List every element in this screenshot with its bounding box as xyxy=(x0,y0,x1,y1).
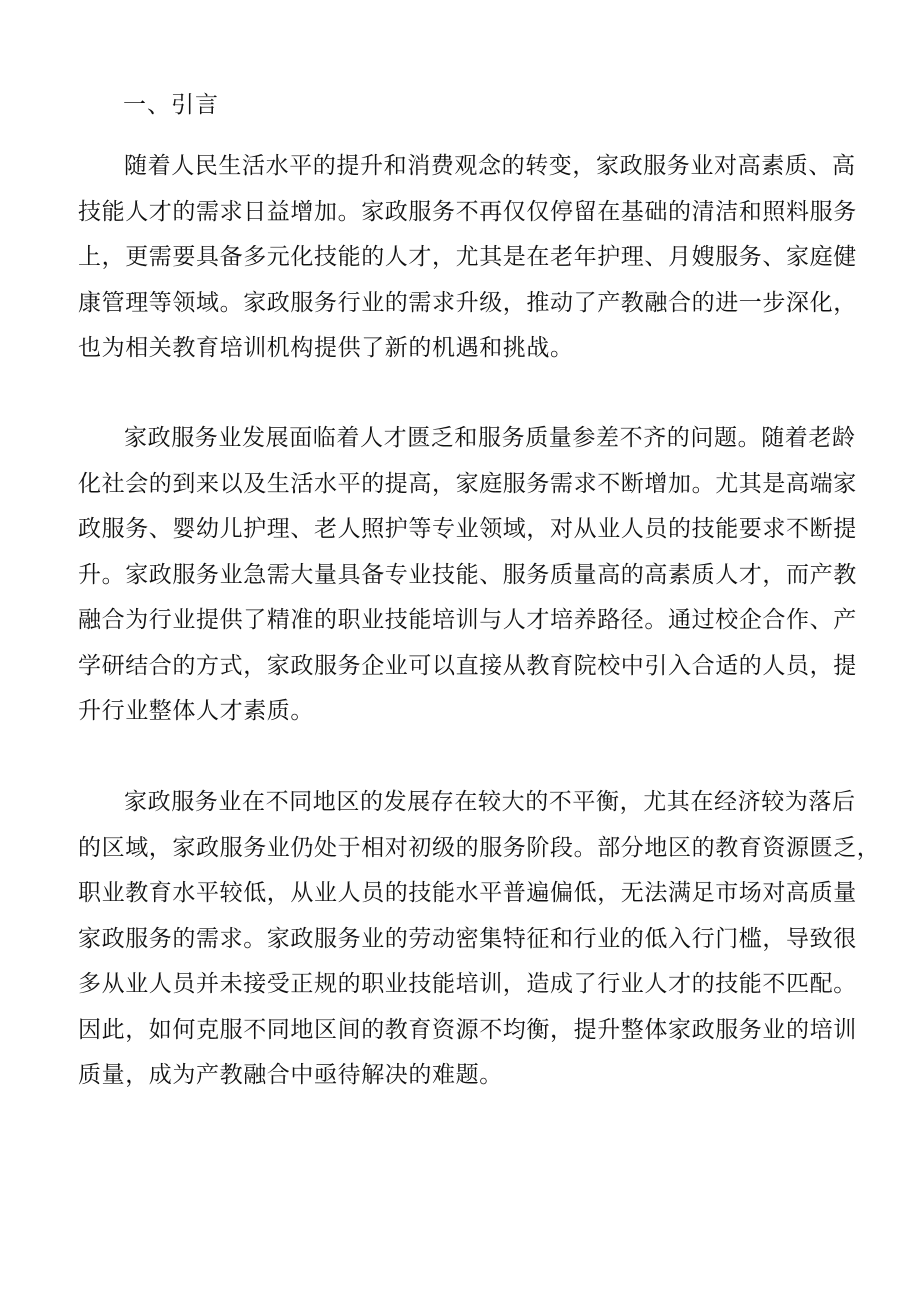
paragraph-line: 家政服务业发展面临着人才匮乏和服务质量参差不齐的问题。随着老龄 xyxy=(124,425,856,451)
paragraph-line: 技能人才的需求日益增加。家政服务不再仅仅停留在基础的清洁和照料服务 xyxy=(78,198,857,225)
paragraph-line: 家政服务的需求。家政服务业的劳动密集特征和行业的低入行门槛，导致很 xyxy=(78,925,857,952)
paragraph-line: 质量，成为产教融合中亟待解决的难题。 xyxy=(78,1062,503,1088)
paragraph-line: 政服务、婴幼儿护理、老人照护等专业领域，对从业人员的技能要求不断提 xyxy=(78,516,857,542)
paragraph-line: 随着人民生活水平的提升和消费观念的转变，家政服务业对高素质、高 xyxy=(124,153,856,179)
paragraph-line: 上，更需要具备多元化技能的人才，尤其是在老年护理、月嫂服务、家庭健 xyxy=(78,244,857,270)
paragraph-line: 也为相关教育培训机构提供了新的机遇和挑战。 xyxy=(78,335,574,361)
paragraph-line: 升。家政服务业急需大量具备专业技能、服务质量高的高素质人才，而产教 xyxy=(78,561,857,588)
paragraph-line: 学研结合的方式，家政服务企业可以直接从教育院校中引入合适的人员，提 xyxy=(78,652,857,679)
paragraph-3 xyxy=(78,780,881,1099)
paragraph-line: 职业教育水平较低，从业人员的技能水平普遍偏低，无法满足市场对高质量 xyxy=(78,880,857,906)
paragraph-line: 化社会的到来以及生活水平的提高，家庭服务需求不断增加。尤其是高端家 xyxy=(78,470,857,497)
paragraph-line: 家政服务业在不同地区的发展存在较大的不平衡，尤其在经济较为落后 xyxy=(124,789,856,815)
paragraph-line: 康管理等领域。家政服务行业的需求升级，推动了产教融合的进一步深化， xyxy=(78,289,857,316)
paragraph-line: 升行业整体人才素质。 xyxy=(78,698,314,724)
paragraph-2 xyxy=(78,416,857,735)
paragraph-1 xyxy=(78,144,857,372)
paragraph-line: 多从业人员并未接受正规的职业技能培训，造成了行业人才的技能不匹配。 xyxy=(78,971,857,997)
paragraph-line: 因此，如何克服不同地区间的教育资源不均衡，提升整体家政服务业的培训 xyxy=(78,1016,857,1043)
paragraph-line: 融合为行业提供了精准的职业技能培训与人才培养路径。通过校企合作、产 xyxy=(78,607,857,633)
paragraph-line: 的区域，家政服务业仍处于相对初级的服务阶段。部分地区的教育资源匮乏， xyxy=(78,834,881,861)
section-heading: 一、引言 xyxy=(123,92,219,118)
